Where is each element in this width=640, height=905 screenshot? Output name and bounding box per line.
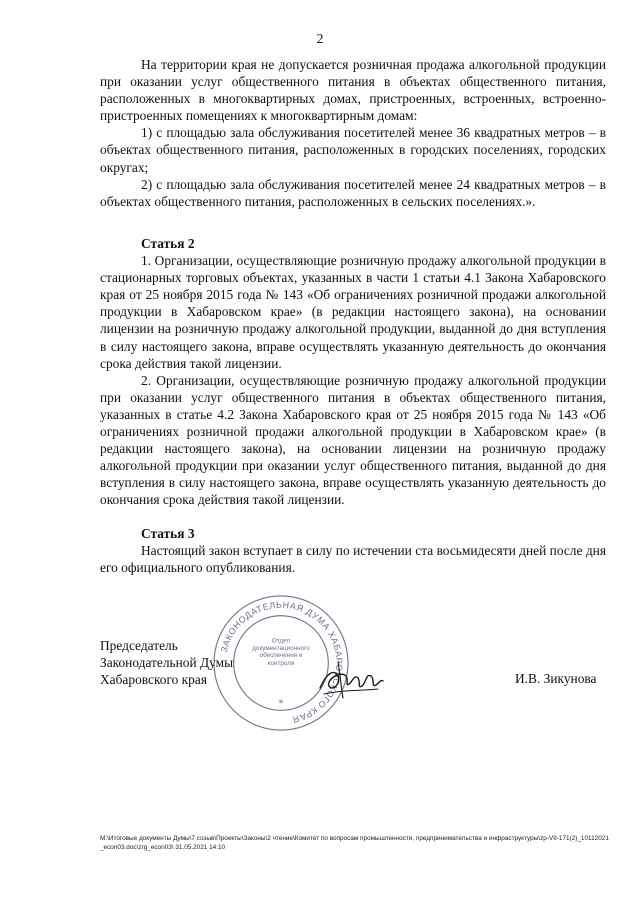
article-heading: Статья 2 <box>141 236 195 251</box>
article-2 <box>100 235 606 509</box>
paragraph: 1. Организации, осуществляющие розничную продажу алкогольной продукции в стационарных торговых объектах, указанных в части 1 статьи 4.1 Закона Хабаровского края от 25 ноября 2015 года № 143 «Об ограничениях розничной продажи алкогольной продукции в Хабаровском крае» (в редакции настоящего закона), на основании лицензии на розничную продажу алкогольной продукции, выданной до дня вступления в силу настоящего закона, вправе осуществлять указанную деятельность до окончания срока действия такой лицензии. <box>100 253 606 371</box>
stamp-ring-text: ЗАКОНОДАТЕЛЬНАЯ ДУМА ХАБАРОВСКОГО КРАЯ <box>218 599 345 725</box>
handwritten-signature <box>316 654 388 702</box>
paragraph: 2. Организации, осуществляющие розничную продажу алкогольной продукции при оказании услуг общественного питания в объектах общественного питания, указанных в статье 4.2 Закона Хабаровского края от 25 ноября 2015 года № 143 «Об ограничениях розничной продажи алкогольной продукции в Хабаровском крае» (в редакции настоящего закона), на основании лицензии на розничную продажу алкогольной продукции при оказании услуг общественного питания, выданной до дня вступления в силу настоящего закона, вправе осуществлять указанную деятельность до окончания срока действия такой лицензии. <box>100 372 606 508</box>
stamp-star: * <box>278 697 284 710</box>
paragraph: 1) с площадью зала обслуживания посетителей менее 36 квадратных метров – в объектах общественного питания, расположенных в городских поселениях, городских округах; <box>100 125 606 175</box>
file-path-footer: M:\Итоговые документы Думы\7 созыв\Проекты\Законы\2 чтение\Комитет по вопросам промышленности, предпринимательства и инфраструктуры\zp-VII-171(2)_10112021_econ03.doc\zrg_econ03\ 31.05.2021 14:10 <box>100 835 609 851</box>
article-heading: Статья 3 <box>141 526 195 541</box>
article-3 <box>100 525 606 576</box>
page-number: 2 <box>316 32 324 47</box>
signer-name: И.В. Зикунова <box>515 671 597 686</box>
signatory-title-line: Председатель <box>100 638 178 653</box>
paragraph: На территории края не допускается розничная продажа алкогольной продукции при оказании услуг общественного питания в объектах общественного питания, расположенных в многоквартирных домах, пристроенных, встроенных, встроенно-пристроенных помещениях к многоквартирным домам: <box>100 57 606 124</box>
paragraph: Настоящий закон вступает в силу по истечении ста восьмидесяти дней после дня его официального опубликования. <box>100 543 606 576</box>
main-text <box>100 56 606 210</box>
signatory-title-line: Законодательной Думы <box>100 655 234 671</box>
signatory-title-line: Хабаровского края <box>100 672 207 688</box>
paragraph: 2) с площадью зала обслуживания посетителей менее 24 квадратных метров – в объектах общественного питания, расположенных в сельских поселениях.». <box>100 176 606 209</box>
stamp-inner-text: Отдел документационного обеспечения и контроля <box>252 637 310 667</box>
